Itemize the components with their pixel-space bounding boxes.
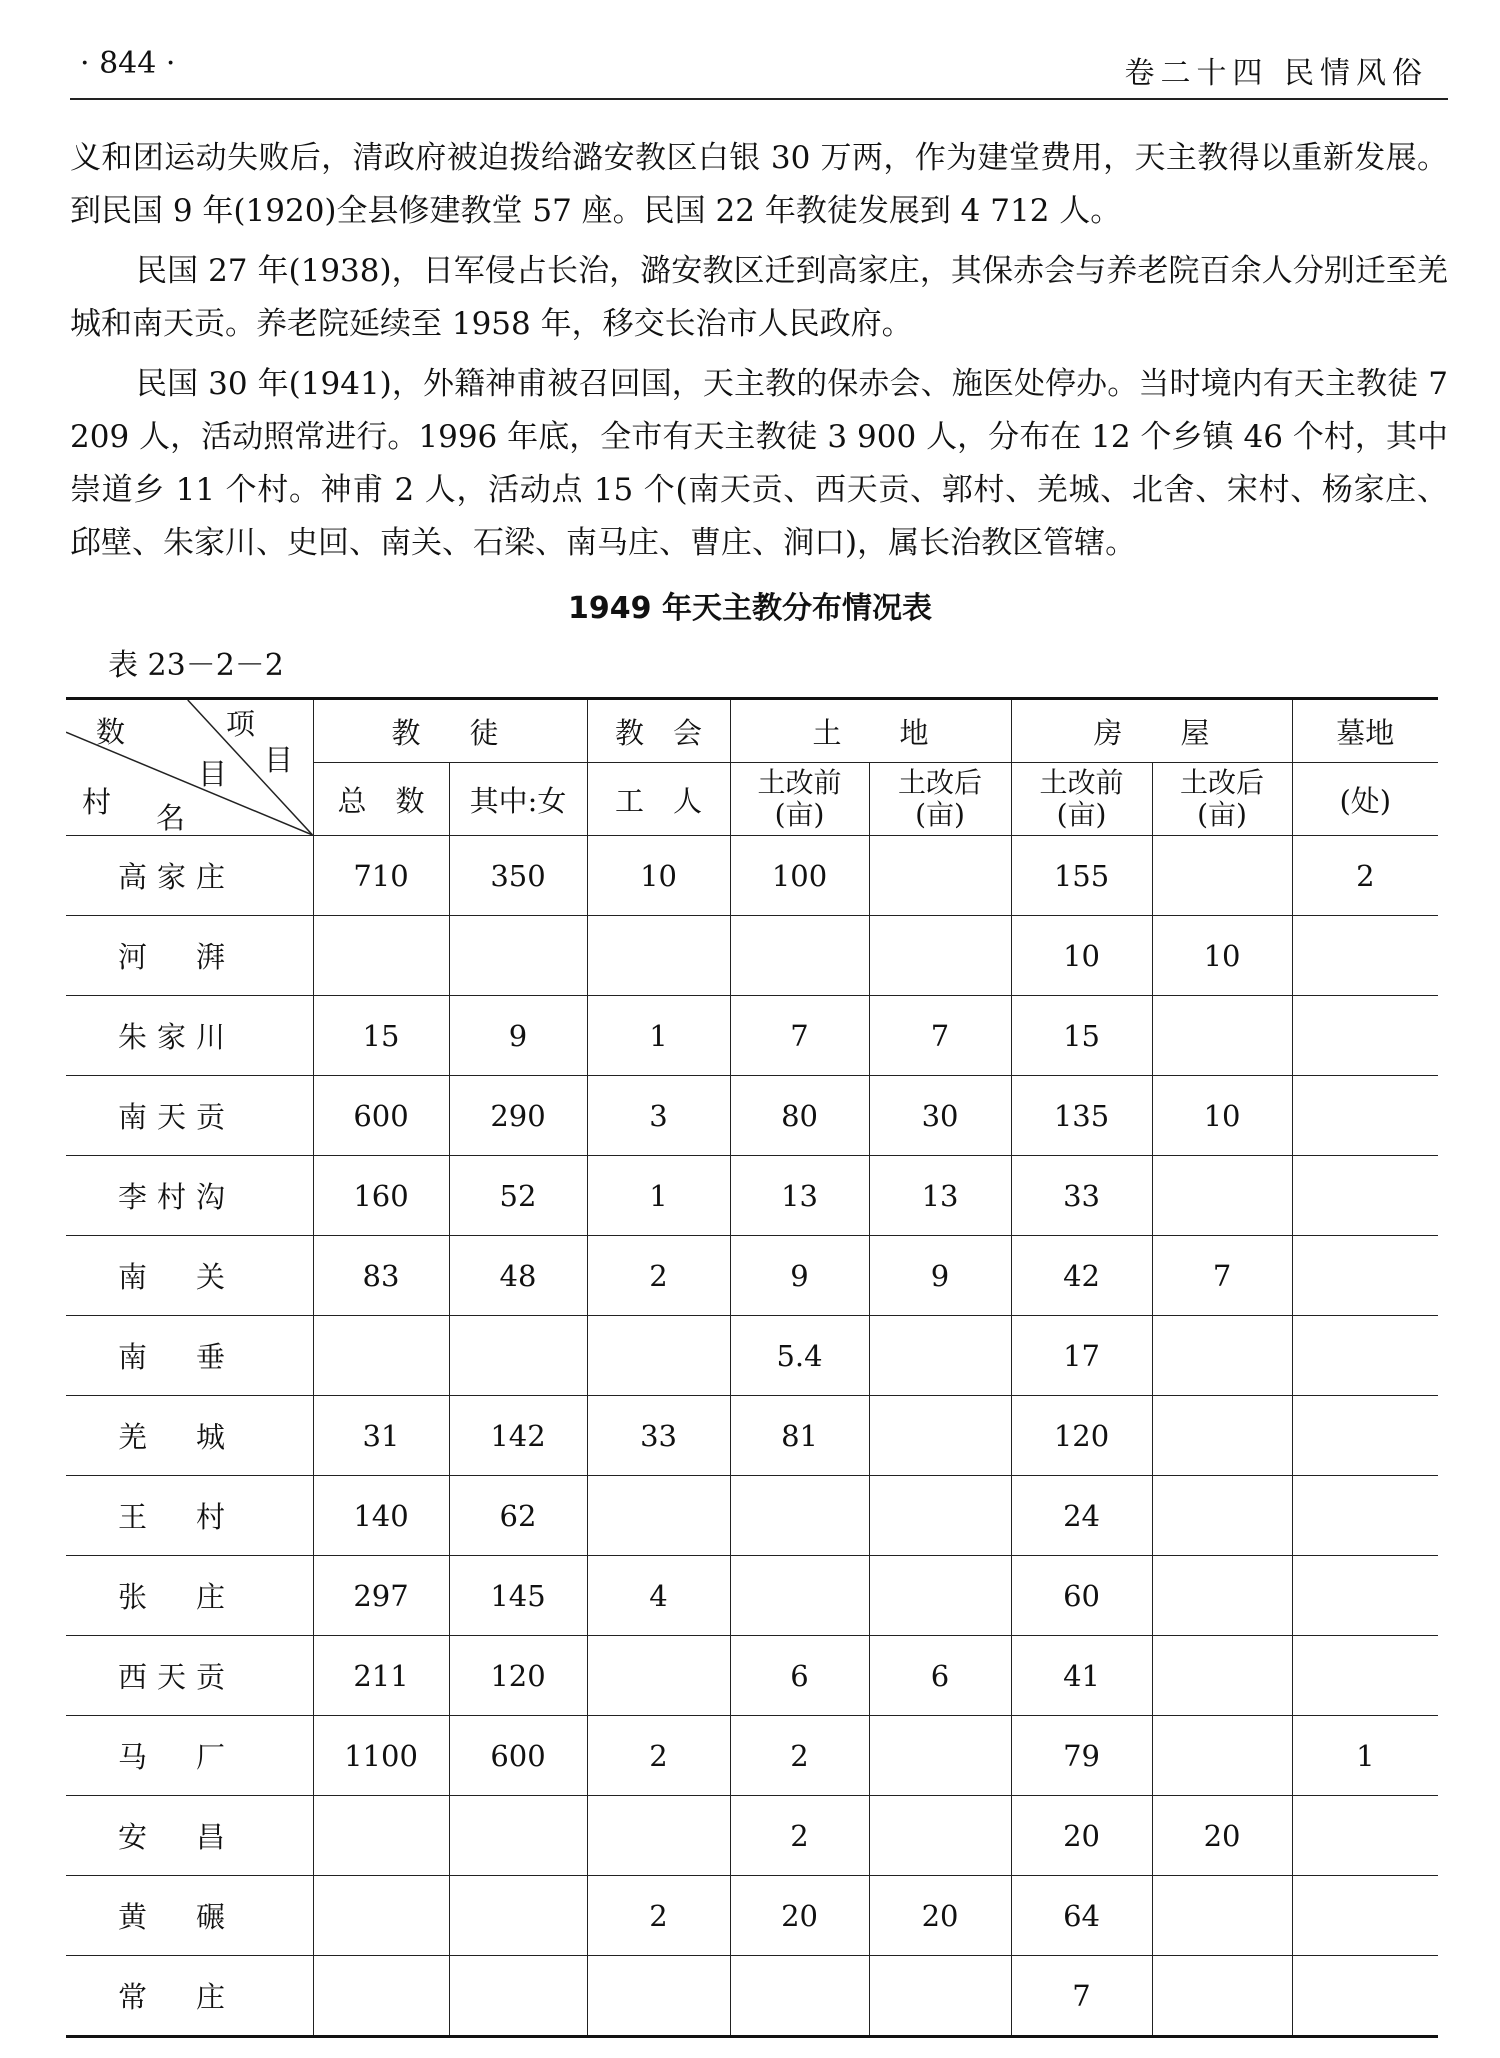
cell-total: 160 (313, 1156, 449, 1236)
header-total: 总 数 (313, 763, 449, 836)
cell-female (449, 1876, 587, 1956)
village-name-cell: 河 湃 (66, 916, 313, 996)
cell-workers (587, 1796, 730, 1876)
header-land: 土 地 (730, 699, 1011, 763)
page-number: · 844 · (80, 46, 176, 81)
cell-workers (587, 916, 730, 996)
village-name-cell: 安 昌 (66, 1796, 313, 1876)
cell-cemetery (1292, 1156, 1438, 1236)
cell-total: 83 (313, 1236, 449, 1316)
table-row (66, 1076, 1438, 1156)
cell-house-after (1152, 1636, 1292, 1716)
header-female: 其中:女 (449, 763, 587, 836)
village-name-cell: 羌 城 (66, 1396, 313, 1476)
cell-land-before: 100 (730, 836, 869, 916)
cell-cemetery (1292, 996, 1438, 1076)
cell-total: 710 (313, 836, 449, 916)
cell-cemetery: 1 (1292, 1716, 1438, 1796)
cell-cemetery (1292, 1316, 1438, 1396)
table-row (66, 1316, 1438, 1396)
cell-workers (587, 1636, 730, 1716)
catholic-distribution-table (66, 697, 1438, 2038)
table-row (66, 1796, 1438, 1876)
cell-land-before: 20 (730, 1876, 869, 1956)
cell-cemetery (1292, 1236, 1438, 1316)
table-row (66, 1956, 1438, 2037)
cell-land-after (869, 1956, 1011, 2037)
village-name-cell: 常 庄 (66, 1956, 313, 2037)
table-title: 1949 年天主教分布情况表 (568, 591, 932, 626)
cell-house-after (1152, 1396, 1292, 1476)
cell-land-before: 2 (730, 1796, 869, 1876)
cell-female: 142 (449, 1396, 587, 1476)
village-name-cell: 西天贡 (66, 1636, 313, 1716)
village-name-cell: 南 垂 (66, 1316, 313, 1396)
cell-land-after (869, 1476, 1011, 1556)
table-row (66, 996, 1438, 1076)
cell-workers: 3 (587, 1076, 730, 1156)
header-believers: 教 徒 (313, 699, 587, 763)
table-row (66, 1476, 1438, 1556)
cell-land-before (730, 916, 869, 996)
cell-workers: 1 (587, 1156, 730, 1236)
cell-land-before: 9 (730, 1236, 869, 1316)
paragraph: 义和团运动失败后，清政府被迫拨给潞安教区白银 30 万两，作为建堂费用，天主教得以重新发展。到民国 9 年(1920)全县修建教堂 57 座。民国 22 年教徒发展到 4 712 人。 (70, 140, 1448, 229)
header-cemetery: 墓地 (1292, 699, 1438, 763)
cell-house-before: 15 (1011, 996, 1152, 1076)
cell-female: 9 (449, 996, 587, 1076)
village-name-cell: 南 关 (66, 1236, 313, 1316)
cell-female: 145 (449, 1556, 587, 1636)
corner-label: 数 (96, 715, 126, 749)
header-land-after: 土改后 (亩) (869, 763, 1011, 836)
cell-land-after (869, 836, 1011, 916)
cell-land-after: 13 (869, 1156, 1011, 1236)
header-church-workers-2: 工 人 (587, 763, 730, 836)
cell-land-after: 9 (869, 1236, 1011, 1316)
cell-total: 31 (313, 1396, 449, 1476)
cell-house-before: 33 (1011, 1156, 1152, 1236)
cell-cemetery (1292, 1396, 1438, 1476)
cell-land-before (730, 1556, 869, 1636)
cell-house-after: 10 (1152, 1076, 1292, 1156)
cell-workers: 2 (587, 1876, 730, 1956)
cell-cemetery: 2 (1292, 836, 1438, 916)
cell-land-after (869, 1556, 1011, 1636)
cell-cemetery (1292, 1076, 1438, 1156)
cell-land-before: 80 (730, 1076, 869, 1156)
cell-cemetery (1292, 1876, 1438, 1956)
table-row (66, 1876, 1438, 1956)
cell-female: 120 (449, 1636, 587, 1716)
village-name-cell: 张 庄 (66, 1556, 313, 1636)
cell-house-before: 60 (1011, 1556, 1152, 1636)
cell-total: 140 (313, 1476, 449, 1556)
cell-house-before: 135 (1011, 1076, 1152, 1156)
cell-house-after (1152, 1716, 1292, 1796)
cell-total: 297 (313, 1556, 449, 1636)
cell-house-before: 20 (1011, 1796, 1152, 1876)
cell-female: 350 (449, 836, 587, 916)
cell-land-after (869, 916, 1011, 996)
village-name-cell: 南天贡 (66, 1076, 313, 1156)
cell-land-after: 7 (869, 996, 1011, 1076)
cell-land-after: 30 (869, 1076, 1011, 1156)
cell-female: 290 (449, 1076, 587, 1156)
cell-total: 211 (313, 1636, 449, 1716)
corner-label: 目 (264, 743, 294, 777)
cell-house-before: 10 (1011, 916, 1152, 996)
cell-cemetery (1292, 1556, 1438, 1636)
village-name-cell: 马 厂 (66, 1716, 313, 1796)
cell-house-after: 20 (1152, 1796, 1292, 1876)
cell-total: 1100 (313, 1716, 449, 1796)
table-row (66, 1556, 1438, 1636)
header-church-workers: 教 会 (587, 699, 730, 763)
village-name-cell: 高家庄 (66, 836, 313, 916)
table-row (66, 1636, 1438, 1716)
table-code: 表 23－2－2 (108, 648, 284, 683)
header-house-after: 土改后 (亩) (1152, 763, 1292, 836)
cell-total (313, 1956, 449, 2037)
table-row (66, 1236, 1438, 1316)
header-land-before: 土改前 (亩) (730, 763, 869, 836)
table-row (66, 1396, 1438, 1476)
cell-cemetery (1292, 1476, 1438, 1556)
cell-house-before: 42 (1011, 1236, 1152, 1316)
cell-land-after (869, 1396, 1011, 1476)
cell-workers (587, 1956, 730, 2037)
cell-house-after: 7 (1152, 1236, 1292, 1316)
corner-label: 目 (198, 757, 228, 791)
cell-female (449, 1796, 587, 1876)
cell-total: 15 (313, 996, 449, 1076)
cell-house-after (1152, 1476, 1292, 1556)
header-cemetery-unit: (处) (1292, 763, 1438, 836)
cell-house-after (1152, 836, 1292, 916)
corner-label: 项 (226, 707, 256, 741)
cell-house-after (1152, 1556, 1292, 1636)
village-name-cell: 王 村 (66, 1476, 313, 1556)
cell-female: 52 (449, 1156, 587, 1236)
cell-cemetery (1292, 916, 1438, 996)
cell-house-before: 7 (1011, 1956, 1152, 2037)
cell-total (313, 1796, 449, 1876)
cell-land-before: 6 (730, 1636, 869, 1716)
cell-workers: 10 (587, 836, 730, 916)
cell-workers: 2 (587, 1716, 730, 1796)
cell-workers: 1 (587, 996, 730, 1076)
cell-land-after: 6 (869, 1636, 1011, 1716)
cell-cemetery (1292, 1636, 1438, 1716)
corner-label: 村 (82, 785, 112, 819)
cell-house-before: 17 (1011, 1316, 1152, 1396)
diagonal-header-cell (66, 699, 313, 836)
village-name-cell: 李村沟 (66, 1156, 313, 1236)
cell-workers: 4 (587, 1556, 730, 1636)
cell-land-before: 7 (730, 996, 869, 1076)
header-house-before: 土改前 (亩) (1011, 763, 1152, 836)
village-name-cell: 朱家川 (66, 996, 313, 1076)
cell-house-before: 120 (1011, 1396, 1152, 1476)
cell-land-after (869, 1796, 1011, 1876)
cell-house-after (1152, 1956, 1292, 2037)
cell-cemetery (1292, 1796, 1438, 1876)
page-header (70, 38, 1448, 100)
cell-house-after (1152, 1876, 1292, 1956)
cell-female (449, 1956, 587, 2037)
cell-land-before: 13 (730, 1156, 869, 1236)
cell-female: 62 (449, 1476, 587, 1556)
cell-total (313, 916, 449, 996)
cell-land-before: 81 (730, 1396, 869, 1476)
cell-workers (587, 1316, 730, 1396)
cell-house-after: 10 (1152, 916, 1292, 996)
cell-female: 600 (449, 1716, 587, 1796)
cell-female: 48 (449, 1236, 587, 1316)
paragraph: 民国 30 年(1941)，外籍神甫被召回国，天主教的保赤会、施医处停办。当时境内有天主教徒 7 209 人，活动照常进行。1996 年底，全市有天主教徒 3 900 人，分布在 12 个乡镇 46 个村，其中崇道乡 11 个村。神甫 2 人，活动点 15 个(南天贡、西天贡、郭村、羌城、北舍、宋村、杨家庄、邱壁、朱家川、史回、南关、石梁、南马庄、曹庄、涧口)，属长治教区管辖。 (70, 366, 1448, 561)
table-row (66, 836, 1438, 916)
village-name-cell: 黄 碾 (66, 1876, 313, 1956)
cell-female (449, 1316, 587, 1396)
cell-house-before: 155 (1011, 836, 1152, 916)
cell-land-before (730, 1476, 869, 1556)
cell-house-before: 24 (1011, 1476, 1152, 1556)
cell-workers (587, 1476, 730, 1556)
cell-workers: 2 (587, 1236, 730, 1316)
table-row (66, 1156, 1438, 1236)
section-title: 卷二十四 民情风俗 (1124, 56, 1428, 91)
cell-house-after (1152, 996, 1292, 1076)
cell-female (449, 916, 587, 996)
cell-land-before: 2 (730, 1716, 869, 1796)
table-row (66, 1716, 1438, 1796)
cell-total (313, 1876, 449, 1956)
cell-house-after (1152, 1156, 1292, 1236)
paragraph: 民国 27 年(1938)，日军侵占长治，潞安教区迁到高家庄，其保赤会与养老院百余人分别迁至羌城和南天贡。养老院延续至 1958 年，移交长治市人民政府。 (70, 253, 1448, 342)
cell-land-after (869, 1316, 1011, 1396)
cell-land-before: 5.4 (730, 1316, 869, 1396)
cell-workers: 33 (587, 1396, 730, 1476)
cell-total: 600 (313, 1076, 449, 1156)
header-houses: 房 屋 (1011, 699, 1292, 763)
cell-cemetery (1292, 1956, 1438, 2037)
body-text (70, 132, 1448, 570)
cell-total (313, 1316, 449, 1396)
table-row (66, 916, 1438, 996)
cell-house-before: 41 (1011, 1636, 1152, 1716)
cell-house-after (1152, 1316, 1292, 1396)
cell-land-after (869, 1716, 1011, 1796)
cell-land-after: 20 (869, 1876, 1011, 1956)
cell-house-before: 79 (1011, 1716, 1152, 1796)
corner-label: 名 (156, 801, 186, 835)
cell-house-before: 64 (1011, 1876, 1152, 1956)
cell-land-before (730, 1956, 869, 2037)
